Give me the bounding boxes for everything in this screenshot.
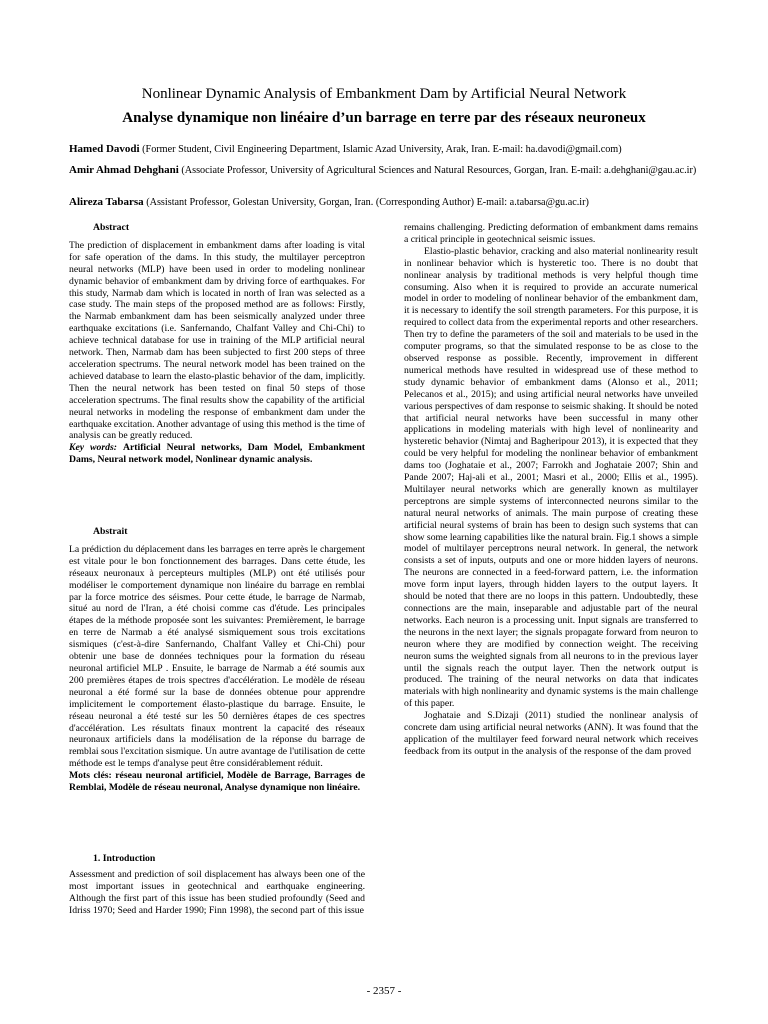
paper-title-french: Analyse dynamique non linéaire d’un barrage en terre par des réseaux neuroneux [122,110,646,126]
author-3 [69,196,701,209]
author-affiliation: (Assistant Professor, Golestan University, Gorgan, Iran. (Corresponding Author) E-mail: a.tabarsa@gu.ac.ir) [146,197,589,208]
right-paragraph-1: remains challenging. Predicting deformation of embankment dams remains a critical principle in geotechnical seismic issues. [404,222,698,245]
abstract-section [69,222,365,466]
introduction-heading: 1. Introduction [93,853,156,864]
right-paragraph-2: Elastio-plastic behavior, cracking and also material nonlinearity result in nonlinear behavior which is hysteretic too. There is no doubt that nonlinear analysis by traditional methods is very helpful though time consuming. Also when it is required to provide an accurate numerical model in order to modeling of nonlinear behavior of the embankment dam, it is necessary to identify the soil strength parameters. For this purpose, it is required to collect data from the experimental reports and other researchers. Then try to define the parameters of the soil and materials to be used in the computer programs, so that the simulated response to be as close to the observed response as possible. Recently, improvement in different numerical methods have resulted in widespread use of these method to study dynamic behavior of embankment dams (Alonso et al., 2011; Pelecanos et al., 2015); and using artificial neural networks have unveiled various perspectives of dam response to seismic shaking. It should be noted that artificial neural networks have been successful in many other applications in modeling materials with high level of nonlinearity and hysteretic behavior (Nimtaj and Bagheripour 2013), it is expected that they could be very helpful for modeling the nonlinear behavior of embankment dams too (Joghataie et al., 2007; Farrokh and Joghataie 2007; Shin and Pande 2007; Haj-ali et al., 2001; Masri et al., 2000; Ellis et al., 1995). Multilayer neural networks which are generally known as multilayer perceptrons are simple systems of interconnected neurons similar to the natural neural networks of animals. The main purpose of creating these artificial neural systems of brain has been to design such systems that can show some learning capabilities like the natural brain. Fig.1 shows a simple model of multilayer perceptrons neural network. In general, the network consists a set of inputs, outputs and one or more hidden layers of neurons. The neurons are connected in a feed-forward pattern, i.e. the information move form input layers, through hidden layers to the output layers. It should be noted that there are no loops in this pattern. Undoubtedly, these connections are the main, inseparable and adjustable part of the neural networks. Each neuron is a processing unit. Input signals are transferred to the neurons in the next layer; the signals propagate forward from neuron to neuron where they are modified by connection weight. The receiving neuron sums the weighted signals from all neurons to in the previous layer until the signals reach the output layer. Then the network output is produced. The training of the neural networks on data that indicates materials with high nonlinearity and dynamic systems is the main challenge of this paper. [404,245,698,710]
abstrait-heading: Abstrait [93,526,128,537]
abstract-heading: Abstract [93,222,130,233]
paper-title-english: Nonlinear Dynamic Analysis of Embankment Dam by Artificial Neural Network [141,86,627,102]
abstrait-section [69,526,365,794]
author-1 [69,143,701,156]
introduction-paragraph: Assessment and prediction of soil displacement has always been one of the most important issues in geotechnical and earthquake engineering. Although the first part of this issue has been studied profoundly (Seed and Idriss 1970; Seed and Harder 1990; Finn 1998), the second part of this issue [69,868,365,916]
abstrait-keywords: Mots clés: réseau neuronal artificiel, Modèle de Barrage, Barrages de Remblai, Modèle de réseau neuronal, Analyse dynamique non linéaire. [69,770,365,794]
page-number: - 2357 - [366,985,402,997]
keywords-label: Key words: [69,442,117,454]
author-2 [69,164,701,177]
author-name: Alireza Tabarsa [69,196,144,208]
abstract-keywords [69,442,365,466]
introduction-section [69,853,365,917]
abstrait-text: La prédiction du déplacement dans les barrages en terre après le chargement est vitale pour le bon fonctionnement des barrages. Dans cette étude, les réseaux neuronaux à percepteurs multiples (MLP) ont été utilisés pour modéliser le comportement dynamique non linéaire du barrage en remblai par la force motrice des séismes. Pour cette étude, le barrage de Narmab, situé au nord de l'Iran, a été choisi comme cas d'étude. Les principales étapes de la méthode proposée sont les suivantes: Premièrement, le barrage en terre de Narmab a été analysé sismiquement sous trois excitations sismiques (c'est-à-dire Sanfernando, Chalfant Valley et Chi-Chi) pour obtenir une base de données techniques pour la formation du réseau neuronal artificiel MLP . Ensuite, le barrage de Narmab a été soumis aux 200 premières étapes de trois spectres d'accélération. Le modèle de réseau neuronal a été formé sur la base de données obtenue pour apprendre implicitement le comportement élasto-plastique du barrage. Ensuite, le réseau neuronal a été testé sur les 50 dernières étapes de ces spectres d'accélération. Les résultats finaux montrent la capacité des réseaux neuronaux artificiels dans la modélisation de la réponse du barrage de remblai sous l'excitation sismique. Un autre avantage de l'utilisation de cette méthode est le temps d'analyse peut être considérablement réduit. [69,543,365,770]
author-name: Amir Ahmad Dehghani [69,164,179,176]
right-paragraph-3: Joghataie and S.Dizaji (2011) studied the nonlinear analysis of concrete dam using artificial neural networks (ANN). It was found that the application of the multilayer feed forward neural network which receives feedback from its output in the analysis of the response of the dam proved [404,710,698,757]
right-column [404,222,698,758]
author-name: Hamed Davodi [69,143,140,155]
keywords-text: Artificial Neural networks, Dam Model, Embankment Dams, Neural network model, Nonlinear dynamic analysis. [69,442,366,466]
author-affiliation: (Former Student, Civil Engineering Department, Islamic Azad University, Arak, Iran. E-mail: ha.davodi@gmail.com) [142,144,622,155]
author-affiliation: (Associate Professor, University of Agricultural Sciences and Natural Resources, Gorgan, Iran. E-mail: a.dehghani@gau.ac.ir) [181,165,697,176]
abstract-text: The prediction of displacement in embankment dams after loading is vital for safe operation of the dams. In this study, the multilayer perceptron neural networks (MLP) have been used in order to modeling nonlinear dynamic behavior of embankment dam by driving force of earthquakes. For this study, Narmab dam which is located in north of Iran was selected as a case study. The main steps of the proposed method are as follows: Firstly, the Narmab embankment dam has been seismically analyzed under three earthquake excitations (i.e. Sanfernando, Chalfant Valley and Chi-Chi) to achieve technical database for use in training of the MLP artificial neural network. Then, Narmab dam has been subjected to first 200 steps of three acceleration spectrums. The neural network model has been trained on the achieved database to learn the elasto-plastic behavior of the dam, implicitly. Then the neural network has been tested on final 50 steps of those acceleration spectrums. The final results show the capability of the artificial neural networks in modeling the response of embankment dam under the earthquake excitation. Another advantage of using this method is the time of analysis can be greatly reduced. [69,239,365,442]
